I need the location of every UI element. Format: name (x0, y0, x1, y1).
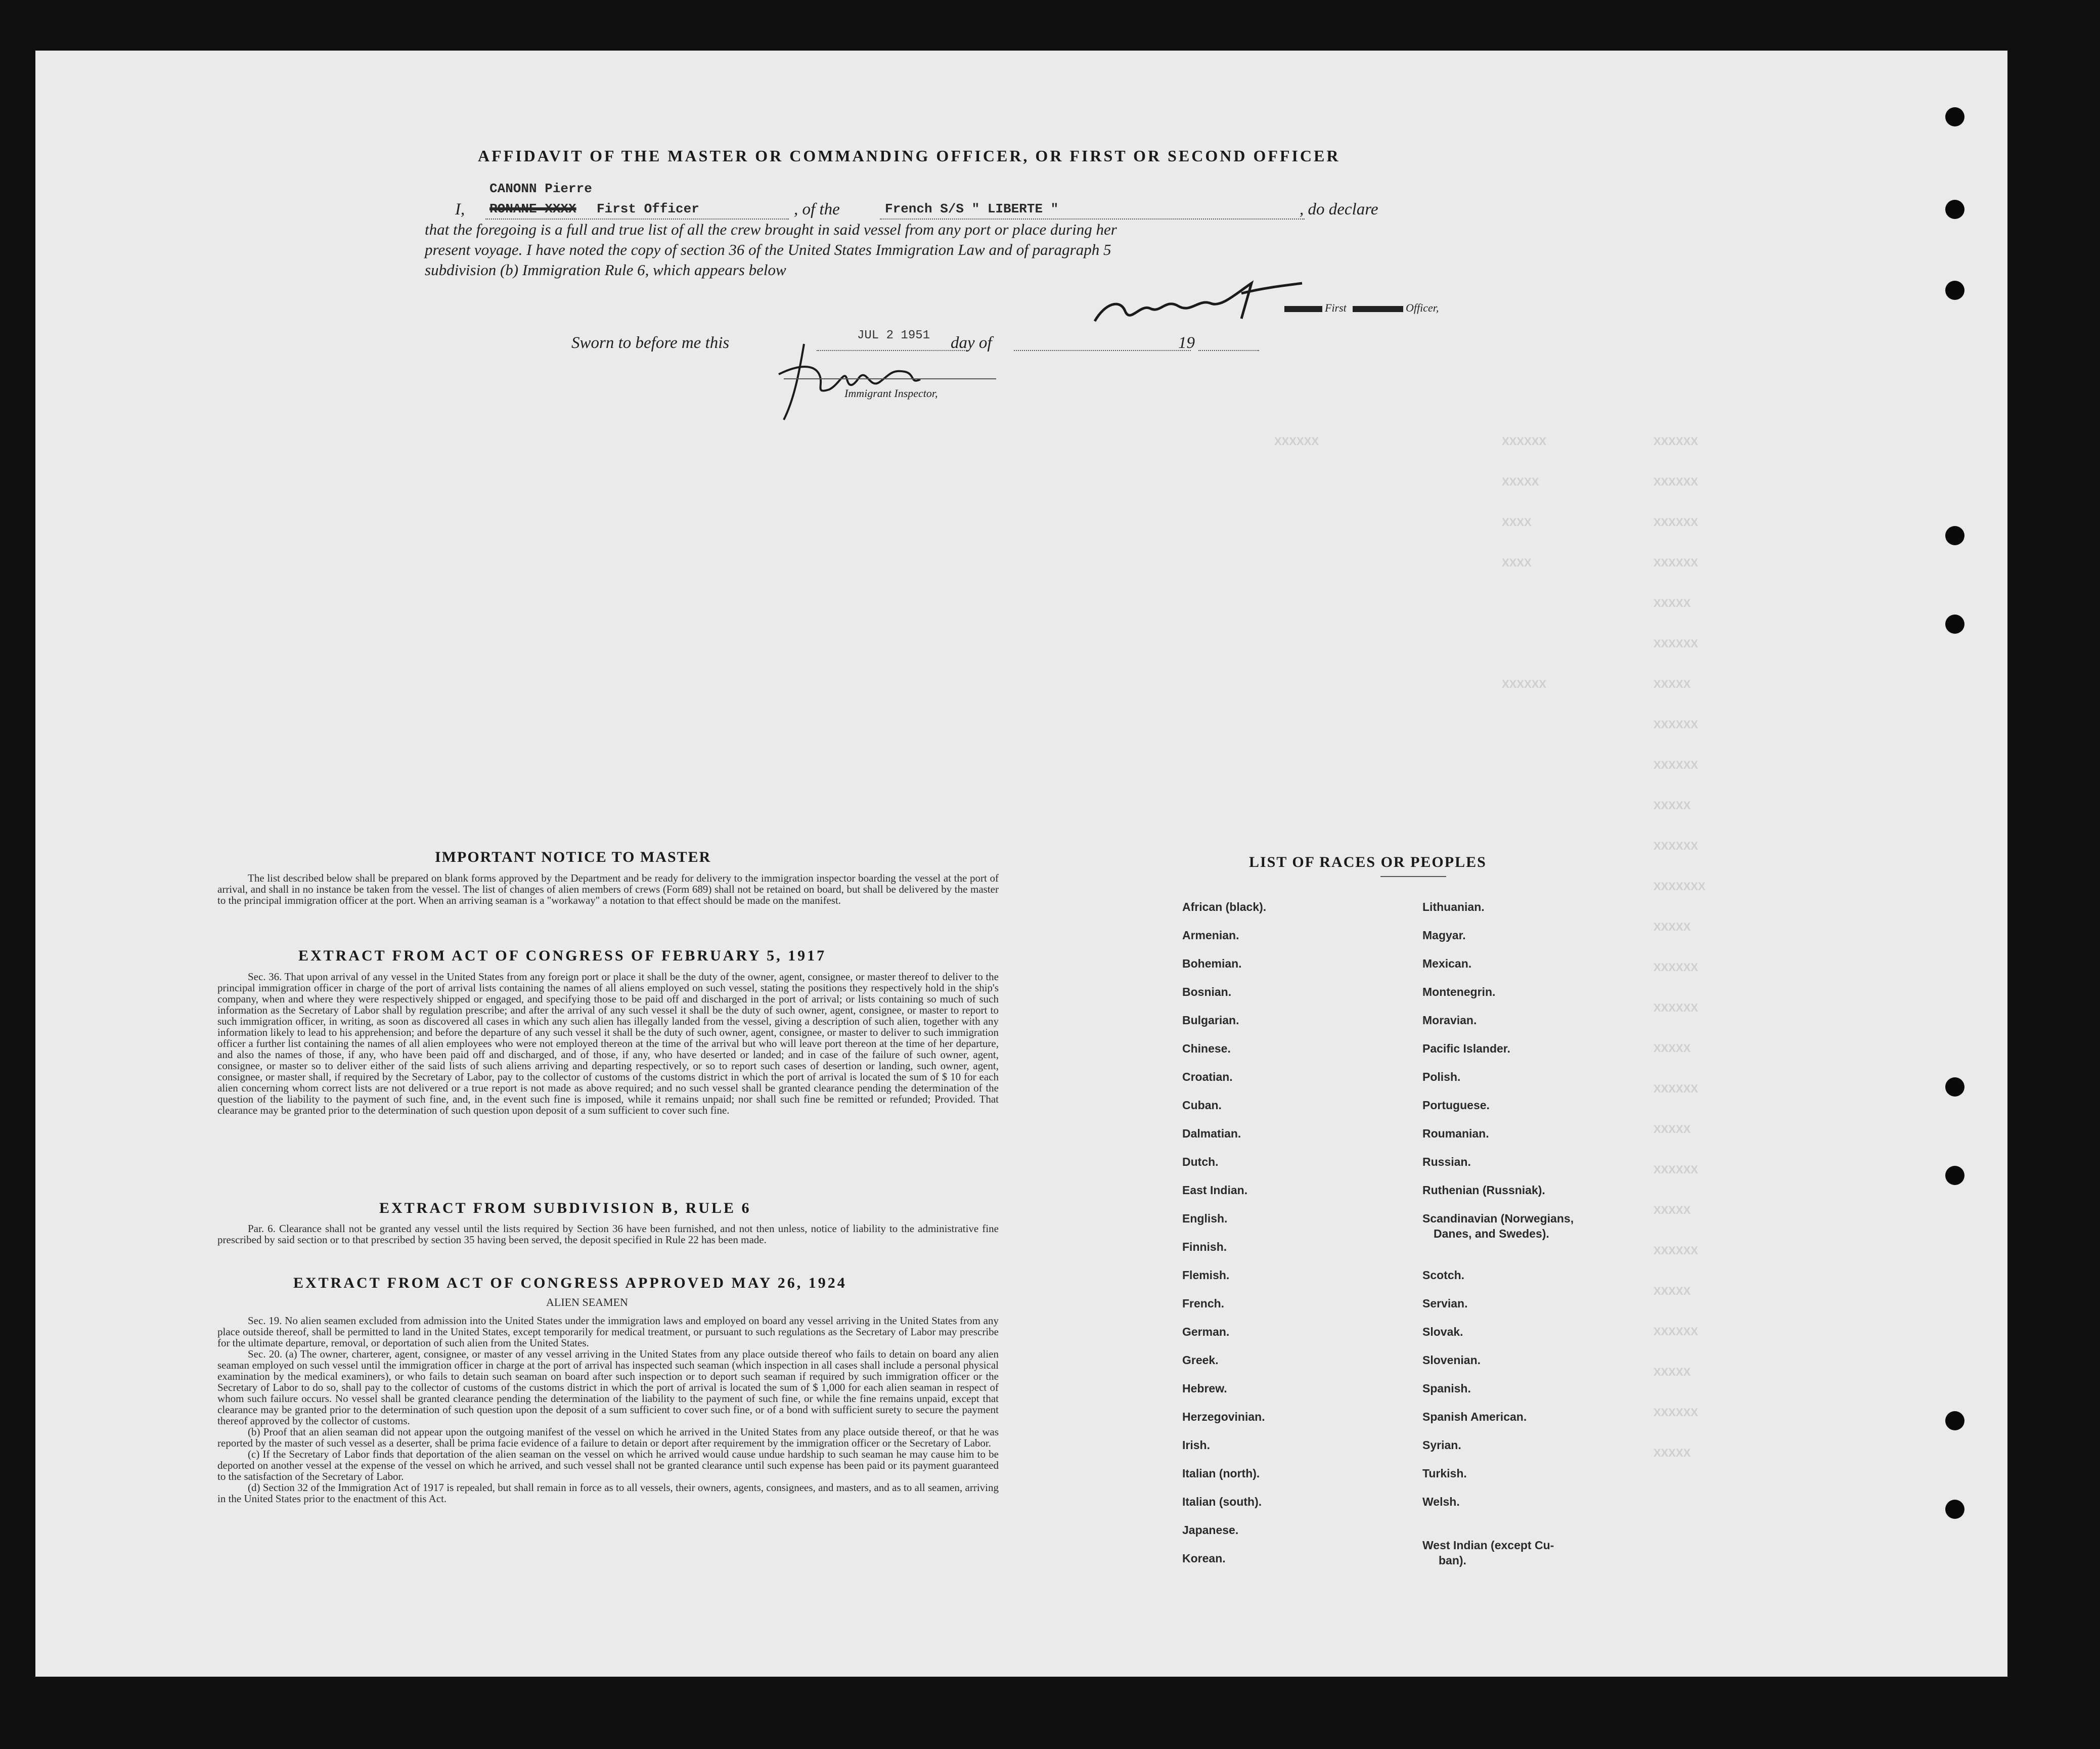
race-item: English. (1182, 1212, 1228, 1225)
extract-1917-title: EXTRACT FROM ACT OF CONGRESS OF FEBRUARY 5, 1917 (298, 947, 827, 964)
typed-name: CANONN Pierre (489, 181, 592, 196)
race-item: Ruthenian (Russniak). (1422, 1184, 1545, 1197)
vessel-name: French S/S " LIBERTE " (885, 201, 1059, 216)
race-item: Italian (south). (1182, 1495, 1262, 1508)
punch-hole (1945, 615, 1964, 634)
rank-typed: First Officer (597, 201, 699, 216)
subdivision-title: EXTRACT FROM SUBDIVISION B, RULE 6 (379, 1200, 751, 1216)
affidavit-line-2: that the foregoing is a full and true list of all the crew brought in said vessel from any port or place during her (425, 221, 1117, 238)
rank-struck: RONANE XXXX (489, 201, 576, 216)
race-item: German. (1182, 1325, 1230, 1338)
race-item: ban). (1439, 1554, 1466, 1567)
extract-1924-title: EXTRACT FROM ACT OF CONGRESS APPROVED MAY 26, 1924 (293, 1275, 847, 1291)
race-item: French. (1182, 1297, 1225, 1310)
punch-hole (1945, 200, 1964, 219)
race-item: Welsh. (1422, 1495, 1460, 1508)
race-item: Scandinavian (Norwegians, (1422, 1212, 1574, 1225)
race-item: African (black). (1182, 900, 1267, 913)
officer-title-struck-1 (1284, 306, 1322, 312)
race-item: Croatian. (1182, 1070, 1233, 1083)
punch-hole (1945, 1500, 1964, 1519)
affidavit-line-3: present voyage. I have noted the copy of section 36 of the United States Immigration Law and of paragraph 5 (425, 241, 1111, 258)
races-title: LIST OF RACES OR PEOPLES (1249, 854, 1487, 870)
sec-19: Sec. 19. No alien seamen excluded from admission into the United States under the immigration laws and employed on board any vessel arriving in the United States from any place outside thereof, shall be permitted to land in the United States, except temporarily for medical treatment, or pursuant to such regulations as the Secretary of Labor may prescribe for the ultimate departure, removal, or deportation of such alien from the United States. (217, 1315, 999, 1349)
race-item: Moravian. (1422, 1014, 1477, 1027)
race-item: Montenegrin. (1422, 985, 1496, 998)
race-item: Polish. (1422, 1070, 1461, 1083)
race-item: Finnish. (1182, 1240, 1227, 1253)
race-item: Japanese. (1182, 1523, 1239, 1537)
race-item: Bohemian. (1182, 957, 1242, 970)
race-item: Portuguese. (1422, 1099, 1490, 1112)
race-item: Pacific Islander. (1422, 1042, 1510, 1055)
officer-title-struck-2 (1353, 306, 1403, 312)
race-item: Cuban. (1182, 1099, 1222, 1112)
race-item: Hebrew. (1182, 1382, 1227, 1395)
punch-hole (1945, 1411, 1964, 1430)
race-item: Korean. (1182, 1552, 1226, 1565)
race-item: Irish. (1182, 1438, 1210, 1452)
race-item: Scotch. (1422, 1269, 1465, 1282)
form-sheet: XXXXXX XXXXXX XXXXXX XXXXXX XXXXX XXXXXX XXXX XXXXXX XXXX XXXXX XXXXXX XXXXX XXXXXX XXXXXX XXXXXX XXXXX XXXXXX XXXXXXX XXXXX XXXXXX XXXXXX XXXXX XXXXXX XXXXX XXXXXX XXXXX XXXXXX XXXXX XXXXXX XXXXX XXXXXX XXXXX AFFIDAVIT OF THE MASTER OR COMMANDING OFFICER, OR FIRST OR SECOND OFFICER CANONN Pierre I, RONANE XXXX First Officer , of the French S/S " LIBERTE " , do declare that the foregoing is a full and true list of all the crew brought in said vessel from any port or place during her present voyage. I have noted the copy of section 36 of the United States Immigration Law and of paragraph 5 subdivision (b) Immigration Rule 6, which appears below First Officer, Sworn to before me this JUL 2 1951 day of 19 Immigrant Inspector, IMPORTANT NOTICE TO MASTER The list described below shall be prepared on blank forms approved by the Department and be ready for delivery to the immigration inspector boarding the vessel at the port of arrival, and shall in no instance be taken from the vessel. The list of changes of alien members of crews (Form 689) shall not be retained on board, but shall be delivered by the master to the principal immigration officer at the port. When an arriving seaman is a "workaway" a notation to that effect should be made on the manifest. EXTRACT FROM ACT OF CONGRESS OF FEBRUARY 5, 1917 Sec. 36. That upon arrival of any vessel in the United States from any foreign port or place it shall be the duty of the owner, agent, consignee, or master thereof to deliver to the principal immigration officer in charge of the port of arrival lists containing the names of all aliens employed on such vessel, stating the positions they respectively hold in the ship's company, when and where they were respectively shipped or engaged, and specifying those to be paid off and discharged in the port of arrival; or lists containing so much of such information as the Secretary of Labor shall by regulation prescribe; and after the arrival of any such vessel it shall be the duty of such owner, agent, consignee, or master to report to such immigration officer, in writing, as soon as discovered all cases in which any such alien has illegally landed from the vessel, giving a description of such alien, together with any information likely to lead to his apprehension; and before the departure of any such vessel it shall be the duty of such owner, agent, consignee, or master to deliver to such immigration officer a further list containing the names of all alien employees who were not employed thereon at the time of the arrival but who will leave port thereon at the time of her departure, and also the names of those, if any, who have been paid off and discharged, and of those, if any, who have deserted or landed; and in case of the failure of such owner, agent, consignee, or master so to deliver either of the said lists of such aliens arriving and departing respectively, or so to report such cases of desertion or landing, such owner, agent, consignee, or master shall, if required by the Secretary of Labor, pay to the collector of customs of the customs district in which the port of arrival is located the sum of $ 10 for each alien concerning whom correct lists are not delivered or a true report is not made as above required; and no such vessel shall be granted clearance pending the determination of the question of the liability to the payment of such fine, and, in the event such fine is imposed, while it remains unpaid; nor shall such fine be remitted or refunded; Provided. That clearance may be granted prior to the determination of such question upon deposit of a sum sufficient to cover such fine. EXTRACT FROM SUBDIVISION B, RULE 6 Par. 6. Clearance shall not be granted any vessel until the lists required by Section 36 have been furnished, and not then unless, notice of liability to the administrative fine prescribed by said section or to that prescribed by section 35 having been served, the deposit specified in Rule 22 has been made. EXTRACT FROM ACT OF CONGRESS APPROVED MAY 26, 1924 ALIEN SEAMEN Sec. 19. No alien seamen excluded from admission into the United States under the immigration laws and employed on board any vessel arriving in the United States from any place outside thereof, shall be permitted to land in the United States, except temporarily for medical treatment, or pursuant to such regulations as the Secretary of Labor may prescribe for the ultimate departure, removal, or deportation of such alien from the United States. Sec. 20. (a) The owner, charterer, agent, consignee, or master of any vessel arriving in the United States from any place outside thereof who fails to detain on board any alien seaman employed on such vessel until the immigration officer in charge at the port of arrival has inspected such seaman (which inspection in all cases shall include a personal physical examination by the medical examiners), or who fails to detain such seaman on board after such inspection or to deport such seaman if required by such immigration officer or the Secretary of Labor to do so, shall pay to the collector of customs of the customs district in which the port of arrival is located the sum of $ 1,000 for each alien seaman in respect of whom such failure occurs. No vessel shall be granted clearance pending the determination of the liability to the payment of such fine, or while the fine remains unpaid, except that clearance may be granted prior to the determination of such question upon the deposit of a sum sufficient to cover such fine, or of a bond with sufficient surety to secure the payment thereof approved by the collector of customs. (b) Proof that an alien seaman did not appear upon the outgoing manifest of the vessel on which he arrived in the United States from any place outside thereof, or that he was reported by the master of such vessel as a deserter, shall be prima facie evidence of a failure to detain or deport after requirement by the immigration officer or the Secretary of Labor. (c) If the Secretary of Labor finds that deportation of the alien seaman on the vessel on which he arrived would cause undue hardship to such seaman he may cause him to be deported on another vessel at the expense of the vessel on which he arrived, and such vessel shall not be granted clearance until such expense has been paid or its payment guaranteed to the satisfaction of the Secretary of Labor. (d) Section 32 of the Immigration Act of 1917 is repealed, but shall remain in force as to all vessels, their owners, agents, consignees, and masters, and as to all seamen, arriving in the United States prior to the enactment of this Act. LIST OF RACES OR PEOPLES African (black). Armenian. Bohemian. Bosnian. Bulgarian. Chinese. Croatian. Cuban. Dalmatian. Dutch. East Indian. English. Finnish. Flemish. French. German. Greek. Hebrew. Herzegovinian. Irish. Italian (north). Italian (south). Japanese. Korean. Lithuanian. Magyar. Mexican. Montenegrin. Moravian. Pacific Islander. Polish. Portuguese. Roumanian. Russian. Ruthenian (Russniak). Scandinavian (Norwegians, Danes, and Swedes). Scotch. Servian. Slovak. Slovenian. Spanish. Spanish American. Syrian. Turkish. Welsh. West Indian (except Cu- ban). (35, 51, 2007, 1677)
officer-prefix: First (1325, 301, 1347, 314)
race-item: Slovenian. (1422, 1353, 1481, 1367)
race-item: Herzegovinian. (1182, 1410, 1265, 1423)
extract-1917-text: Sec. 36. That upon arrival of any vessel in the United States from any foreign port or place it shall be the duty of the owner, agent, consignee, or master thereof to deliver to the principal immigration officer in charge of the port of arrival lists containing the names of all aliens employed on such vessel, stating the positions they respectively hold in the ship's company, when and where they were respectively shipped or engaged, and specifying those to be paid off and discharged in the port of arrival; or lists containing so much of such information as the Secretary of Labor shall by regulation prescribe; and after the arrival of any such vessel it shall be the duty of such owner, agent, consignee, or master to report to such immigration officer, in writing, as soon as discovered all cases in which any such alien has illegally landed from the vessel, giving a description of such alien, together with any information likely to lead to his apprehension; and before the departure of any such vessel it shall be the duty of such owner, agent, consignee, or master to deliver to such immigration officer a further list containing the names of all alien employees who were not employed thereon at the time of the arrival but who will leave port thereon at the time of her departure, and also the names of those, if any, who have been paid off and discharged, and of those, if any, who have deserted or landed; and in case of the failure of such owner, agent, consignee, or master so to deliver either of the said lists of such aliens arriving and departing respectively, or so to report such cases of desertion or landing, such owner, agent, consignee, or master shall, if required by the Secretary of Labor, pay to the collector of customs of the customs district in which the port of arrival is located the sum of $ 10 for each alien concerning whom correct lists are not delivered or a true report is not made as above required; and no such vessel shall be granted clearance pending the determination of the question of the liability to the payment of such fine, and, in the event such fine is imposed, while it remains unpaid; nor shall such fine be remitted or refunded; Provided. That clearance may be granted prior to the determination of such question upon deposit of a sum sufficient to cover such fine. (217, 971, 999, 1116)
sec-20d: (d) Section 32 of the Immigration Act of 1917 is repealed, but shall remain in force as to all vessels, their owners, agents, consignees, and masters, and as to all seamen, arriving in the United States prior to the enactment of this Act. (217, 1481, 999, 1505)
race-item: Mexican. (1422, 957, 1472, 970)
race-item: Syrian. (1422, 1438, 1461, 1452)
sworn-label: Sworn to before me this (571, 334, 730, 352)
pronoun: I, (455, 200, 465, 218)
inspector-label: Immigrant Inspector, (844, 387, 938, 400)
notice-title: IMPORTANT NOTICE TO MASTER (435, 849, 711, 865)
race-item: Bosnian. (1182, 985, 1232, 998)
extract-1924-text (217, 1315, 999, 1504)
race-item: Magyar. (1422, 929, 1466, 942)
race-item: Danes, and Swedes). (1434, 1227, 1549, 1240)
alien-seamen-subtitle: ALIEN SEAMEN (546, 1296, 628, 1308)
of-the: , of the (794, 200, 840, 218)
subdivision-text: Par. 6. Clearance shall not be granted any vessel until the lists required by Section 36 have been furnished, and not then unless, notice of liability to the administrative fine prescribed by said section or to that prescribed by section 35 having been served, the deposit specified in Rule 22 has been made. (217, 1222, 999, 1246)
race-item: Spanish. (1422, 1382, 1471, 1395)
do-declare: , do declare (1300, 200, 1378, 218)
race-item: Chinese. (1182, 1042, 1231, 1055)
race-item: Dutch. (1182, 1155, 1219, 1168)
race-item: Dalmatian. (1182, 1127, 1241, 1140)
sec-20c: (c) If the Secretary of Labor finds that deportation of the alien seaman on the vessel on which he arrived would cause undue hardship to such seaman he may cause him to be deported on another vessel at the expense of the vessel on which he arrived, and such vessel shall not be granted clearance until such expense has been paid or its payment guaranteed to the satisfaction of the Secretary of Labor. (217, 1448, 999, 1482)
notice-text: The list described below shall be prepared on blank forms approved by the Department and be ready for delivery to the immigration inspector boarding the vessel at the port of arrival, and shall in no instance be taken from the vessel. The list of changes of alien members of crews (Form 689) shall not be retained on board, but shall be delivered by the master to the principal immigration officer at the port. When an arriving seaman is a "workaway" a notation to that effect should be made on the manifest. (217, 872, 999, 906)
affidavit-line-4: subdivision (b) Immigration Rule 6, which appears below (425, 261, 786, 279)
race-item: Turkish. (1422, 1467, 1467, 1480)
punch-hole (1945, 281, 1964, 300)
affidavit-title: AFFIDAVIT OF THE MASTER OR COMMANDING OFFICER, OR FIRST OR SECOND OFFICER (478, 147, 1341, 165)
race-item: West Indian (except Cu- (1422, 1539, 1554, 1552)
race-item: Russian. (1422, 1155, 1471, 1168)
race-item: Servian. (1422, 1297, 1468, 1310)
inspector-signature (758, 334, 930, 425)
officer-suffix: Officer, (1406, 301, 1439, 314)
race-item: Bulgarian. (1182, 1014, 1239, 1027)
race-item: Italian (north). (1182, 1467, 1260, 1480)
year-prefix: 19 (1178, 334, 1195, 352)
punch-hole (1945, 1166, 1964, 1185)
race-item: Roumanian. (1422, 1127, 1489, 1140)
punch-hole (1945, 526, 1964, 545)
sworn-date-stamp: JUL 2 1951 (857, 329, 930, 342)
race-item: Slovak. (1422, 1325, 1463, 1338)
race-item: Spanish American. (1422, 1410, 1527, 1423)
race-item: East Indian. (1182, 1184, 1248, 1197)
sec-20a: Sec. 20. (a) The owner, charterer, agent, consignee, or master of any vessel arriving in the United States from any place outside thereof who fails to detain on board any alien seaman employed on such vessel until the immigration officer in charge at the port of arrival has inspected such seaman (which inspection in all cases shall include a personal physical examination by the medical examiners), or who fails to detain such seaman on board after such inspection or to deport such seaman if required by such immigration officer or the Secretary of Labor to do so, shall pay to the collector of customs of the customs district in which the port of arrival is located the sum of $ 1,000 for each alien seaman in respect of whom such failure occurs. No vessel shall be granted clearance pending the determination of the liability to the payment of such fine, or while the fine remains unpaid, except that clearance may be granted prior to the determination of such question upon the deposit of a sum sufficient to cover such fine, or of a bond with sufficient surety to secure the payment thereof approved by the collector of customs. (217, 1348, 999, 1427)
punch-hole (1945, 107, 1964, 126)
race-item: Armenian. (1182, 929, 1239, 942)
race-item: Greek. (1182, 1353, 1219, 1367)
race-item: Lithuanian. (1422, 900, 1485, 913)
sec-20b: (b) Proof that an alien seaman did not appear upon the outgoing manifest of the vessel on which he arrived in the United States from any place outside thereof, or that he was reported by the master of such vessel as a deserter, shall be prima facie evidence of a failure to detain or deport after requirement by the immigration officer or the Secretary of Labor. (217, 1426, 999, 1449)
race-item: Flemish. (1182, 1269, 1230, 1282)
punch-hole (1945, 1077, 1964, 1097)
day-of: day of (951, 334, 992, 352)
officer-signature (1090, 263, 1322, 329)
